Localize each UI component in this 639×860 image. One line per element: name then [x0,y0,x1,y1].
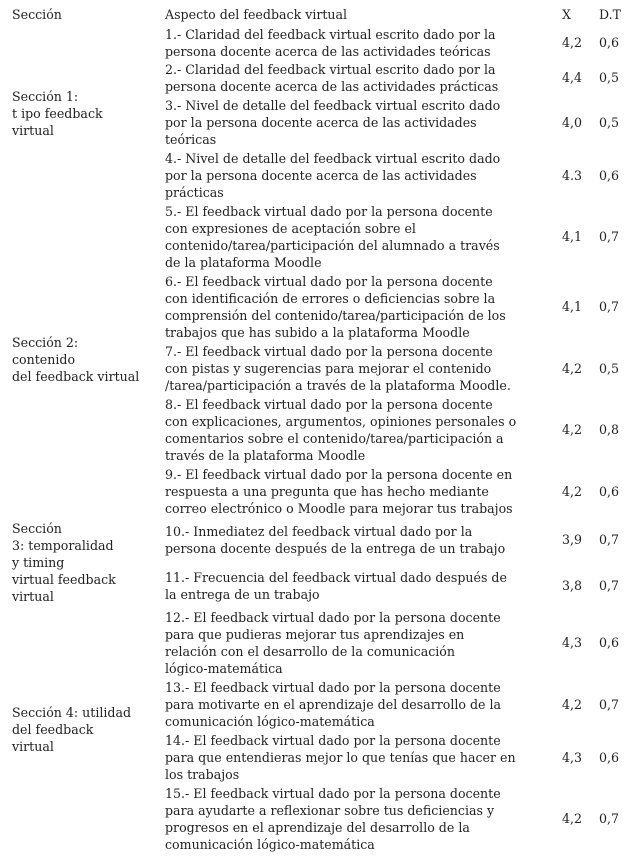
std-dev-value: 0,6 [599,749,620,765]
aspect-text: 7.- El feedback virtual dado por la persona docente con pistas y sugerencias para mejorar el contenido /tarea/participación a través de la plataforma Moodle. [165,344,511,393]
mean-value: 4,2 [562,422,583,437]
table-row [0,150,639,201]
aspect-text: 6.- El feedback virtual dado por la persona docente con identificación de errores o deficiencias sobre la comprensión del contenido/tarea/participación de los trabajos que has subido a la plataforma Moodle [165,274,506,340]
section-3-label: Sección 3: temporalidad y timing virtual feedback virtual [12,521,116,604]
aspect-text: 5.- El feedback virtual dado por la persona docente con expresiones de aceptación sobre el contenido/tarea/participación del alumnado a través de la plataforma Moodle [165,204,500,270]
table-row [0,523,639,557]
mean-value: 4,2 [562,360,583,376]
std-dev-value: 0,7 [599,811,620,826]
aspect-text: 9.- El feedback virtual dado por la persona docente en respuesta a una pregunta que has hecho mediante correo electrónico o Moodle para mejorar tus trabajos [165,467,513,516]
mean-value: 4,0 [562,114,583,130]
aspect-text: 14.- El feedback virtual dado por la persona docente para que entendieras mejor lo que tenías que hacer en los trabajos [165,733,516,782]
aspect-text: 2.- Claridad del feedback virtual escrito dado por la persona docente acerca de las actividades prácticas [165,62,499,94]
table-row [0,466,639,517]
section-1-label: Sección 1: t ipo feedback virtual [12,89,103,138]
header-mean: X [562,7,571,22]
std-dev-value: 0,5 [599,70,620,85]
std-dev-value: 0,7 [599,696,620,712]
section-2-label: Sección 2: contenido del feedback virtual [12,335,140,384]
mean-value: 3,8 [562,578,583,593]
mean-value: 4,3 [562,635,583,650]
table-row [0,396,639,464]
aspect-text: 1.- Claridad del feedback virtual escrito dado por la persona docente acerca de las actividades teóricas [165,27,496,59]
aspect-text: 4.- Nivel de detalle del feedback virtual escrito dado por la persona docente acerca de las actividades prácticas [165,151,501,200]
aspect-text: 12.- El feedback virtual dado por la persona docente para que pudieras mejorar tus aprendizajes en relación con el desarrollo de la comunicación lógico-matemática [165,610,501,676]
std-dev-value: 0,8 [599,422,620,437]
std-dev-value: 0,5 [599,360,620,376]
mean-value: 4,2 [562,811,583,826]
aspect-text: 3.- Nivel de detalle del feedback virtual escrito dado por la persona docente acerca de las actividades teóricas [165,98,501,147]
aspect-text: 13.- El feedback virtual dado por la persona docente para motivarte en el aprendizaje del desarrollo de la comunicación lógico-matemática [165,680,502,729]
aspect-text: 8.- El feedback virtual dado por la persona docente con explicaciones, argumentos, opiniones personales o comentarios sobre el contenido/tarea/participación a través de la plataforma Moodle [165,397,517,463]
table-row [0,343,639,394]
table-row [0,26,639,60]
std-dev-value: 0,7 [599,229,620,244]
std-dev-value: 0,7 [599,532,620,547]
aspect-text: 11.- Frecuencia del feedback virtual dado después de la entrega de un trabajo [165,570,507,602]
table-row [0,273,639,341]
mean-value: 4,2 [562,696,583,712]
mean-value: 4,2 [562,35,583,50]
mean-value: 4,1 [562,299,583,314]
std-dev-value: 0,6 [599,635,620,650]
aspect-text: 10.- Inmediatez del feedback virtual dado por la persona docente después de la entrega de un trabajo [165,524,506,556]
mean-value: 4,3 [562,749,583,765]
std-dev-value: 0,6 [599,167,620,183]
aspect-text: 15.- El feedback virtual dado por la persona docente para ayudarte a reflexionar sobre tus deficiencias y progresos en el aprendizaje del desarrollo de la comunicación lógico-matemática [165,786,501,852]
table-row [0,61,639,95]
std-dev-value: 0,5 [599,114,620,130]
table-row [0,97,639,148]
table-row [0,679,639,730]
table-row [0,785,639,853]
std-dev-value: 0,7 [599,578,620,593]
table-row [0,609,639,677]
table-row [0,732,639,783]
mean-value: 4,4 [562,70,583,85]
header-aspect: Aspecto del feedback virtual [165,7,348,22]
mean-value: 4.3 [562,167,583,183]
mean-value: 4,2 [562,483,583,499]
mean-value: 4,1 [562,229,583,244]
header-section: Sección [12,7,62,22]
mean-value: 3,9 [562,532,583,547]
section-4-label: Sección 4: utilidad del feedback virtual [12,705,132,754]
std-dev-value: 0,7 [599,299,620,314]
std-dev-value: 0,6 [599,483,620,499]
header-std-dev: D.T [599,7,622,22]
std-dev-value: 0,6 [599,35,620,50]
table-row [0,569,639,603]
table-row [0,203,639,271]
